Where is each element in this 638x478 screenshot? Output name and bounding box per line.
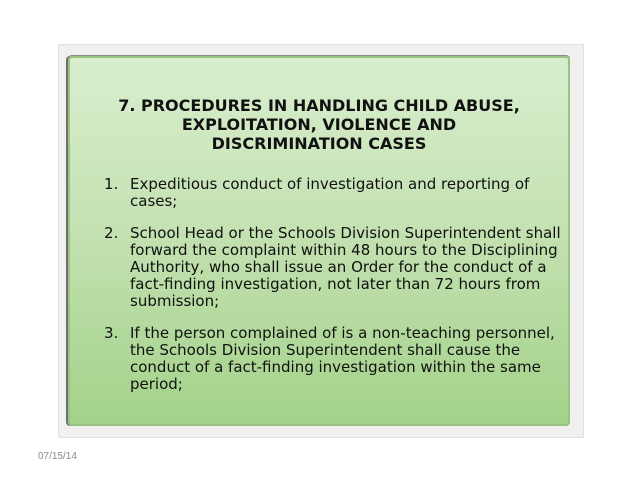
list-item [94,225,562,310]
item-text: School Head or the Schools Division Superintendent shall forward the complaint within 48 hours to the Disciplining Authority, who shall issue an Order for the conduct of a fact-finding investigation, not later than 72 hours from submission; [130,224,561,310]
title-line-1: 7. PROCEDURES IN HANDLING CHILD ABUSE, [118,96,520,115]
item-text: If the person complained of is a non-teaching personnel, the Schools Division Superintendent shall cause the conduct of a fact-finding investigation within the same period; [130,324,555,393]
list-item [94,176,562,210]
title-line-3: DISCRIMINATION CASES [211,134,427,153]
slide-date: 07/15/14 [38,451,77,462]
item-text: Expeditious conduct of investigation and reporting of cases; [130,175,530,210]
title-line-2: EXPLOITATION, VIOLENCE AND [181,115,457,134]
slide-title [70,96,568,153]
procedure-list [94,176,562,408]
list-item [94,325,562,393]
item-number: 2. [104,224,119,242]
item-number: 3. [104,324,119,342]
content-panel [68,56,570,426]
item-number: 1. [104,175,119,193]
